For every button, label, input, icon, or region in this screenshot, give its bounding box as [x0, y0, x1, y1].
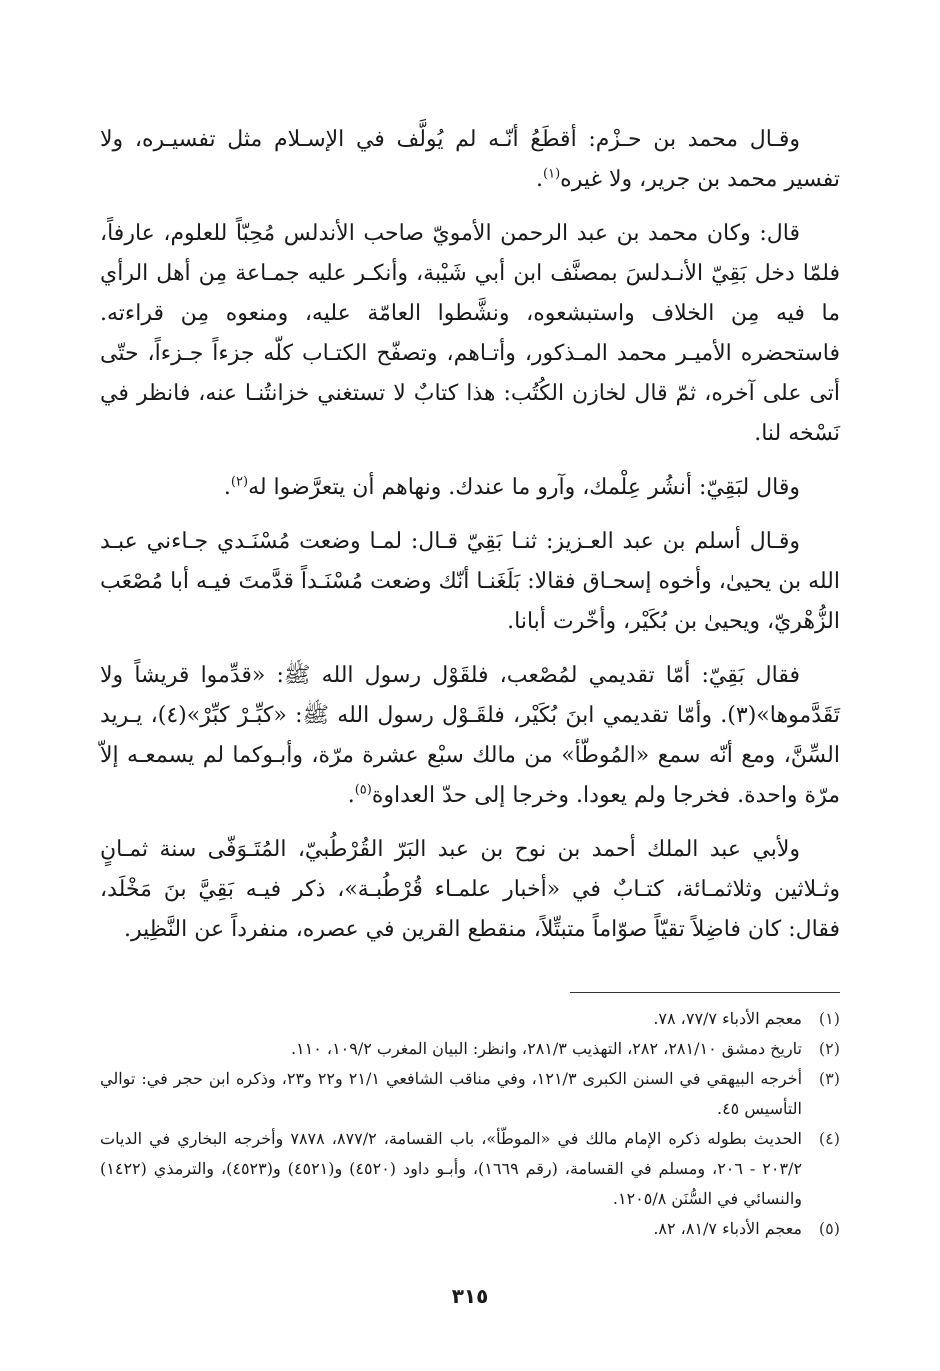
footnote-text: أخرجه البيهقي في السنن الكبرى ١٢١/٣، وفي مناقب الشافعي ٢١/١ و٢٢ و٢٣، وذكره ابن حجر في: توالي التأسيس ٤٥.	[100, 1069, 803, 1118]
footnote-4	[100, 1124, 840, 1214]
paragraph-2: قال: وكان محمد بن عبد الرحمن الأمويّ صاحب الأندلس مُحِبّاً للعلوم، عارفاً، فلمّا دخل بَقِيّ الأنـدلسَ بمصنَّف ابن أبي شَيْبة، وأنكـر عليه جمـاعة مِن أهل الرأي ما فيه مِن الخلاف واستبشعوه، ونشَّطوا العامّة عليه، ومنعوه مِن قراءته. فاستحضره الأميـر محمد المـذكور، وأتـاهم، وتصفّح الكتـاب كلّه جزءاً جـزءاً، حتّى أتى على آخره، ثمّ قال لخازن الكُتُب: هذا كتابٌ لا تستغني خزانتُنـا عنه، فانظر في نَسْخه لنا.	[100, 221, 840, 446]
footnote-1	[100, 1004, 840, 1034]
footnote-text: تاريخ دمشق ٢٨١/١٠، ٢٨٢، التهذيب ٢٨١/٣، وانظر: البيان المغرب ١٠٩/٢، ١١٠.	[290, 1039, 802, 1058]
footnote-2	[100, 1034, 840, 1064]
paragraph-3: وقال لبَقِيّ: أنشُر عِلْمك، وآرو ما عندك. ونهاهم أن يتعرَّضوا له$^{(٢)}$.	[223, 474, 800, 500]
footnotes	[100, 1004, 840, 1244]
footnote-number: (٤)	[818, 1129, 840, 1148]
footnote-ref: (٢)	[230, 474, 249, 490]
footnote-text: معجم الأدباء ٨١/٧، ٨٢.	[653, 1219, 802, 1238]
paragraph-5: فقال بَقِيّ: أمّا تقديمي لمُصْعب، فلقَوْل رسول الله ﷺ: «قدِّموا قريشاً ولا تَقَدَّموها»(٣). وأمّا تقديمي ابنَ بُكَيْر، فلقَـوْل رسول الله ﷺ: «كبِّـرْ كبِّرْ»(٤)، يـريد السِّنَّ، ومع أنّه سمع «المُوطّأ» من مالك سبْع عشرة مرّة، وأبـوكما لم يسمعـه إلاّ مرّة واحدة. فخرجا ولم يعودا. وخرجا إلى حدّ العداوة$^{(٥)}$.	[100, 663, 841, 808]
footnote-number: (١)	[818, 1009, 840, 1028]
footnote-ref: (١)	[543, 166, 561, 182]
footnote-text: الحديث بطوله ذكره الإمام مالك في «الموطّأ»، باب القسامة، ٨٧٧/٢، ٧٨٧٨ وأخرجه البخاري في الديات ٢٠٣/٢ - ٢٠٦، ومسلم في القسامة، (رقم ١٦٦٩)، وأبـو داود (٤٥٢٠) و(٤٥٢١) و(٤٥٢٣)، والترمذي (١٤٢٢) والنسائي في السُّنَن ١٢٠٥/٨.	[100, 1129, 803, 1208]
main-text	[100, 120, 840, 964]
paragraph-6: ولأبي عبد الملك أحمد بن نوح بن عبد البَرّ القُرْطُبيّ، المُتَـوَفّى سنة ثمـانٍ وثـلاثين وثلاثمـائة، كتـابٌ في «أخبار علمـاء قُرْطُبـة»، ذكر فيـه بَقِيَّ بنَ مَخْلَد، فقال: كان فاضِلاً تقيّاً صوّاماً متبتِّلاً، منقطع القرين في عصره، منفرداً عن النَّظِير.	[100, 837, 840, 942]
footnote-number: (٢)	[818, 1039, 840, 1058]
footnote-5	[100, 1214, 840, 1244]
footnote-3	[100, 1064, 840, 1124]
footnote-ref: (٥)	[354, 782, 372, 798]
paragraph-1: وقـال محمد بن حـزْم: أقطَعُ أنّـه لم يُولَّف في الإسـلام مثل تفسيـره، ولا تفسير محمد بن جرير، ولا غيره$^{(١)}$.	[100, 127, 840, 192]
footnote-divider	[570, 992, 840, 993]
page-number: ٣١٥	[451, 1284, 489, 1308]
footnote-number: (٥)	[818, 1219, 840, 1238]
footnote-text: معجم الأدباء ٧٧/٧، ٧٨.	[653, 1009, 802, 1028]
paragraph-4: وقـال أسلم بن عبد العـزيز: ثنـا بَقِيّ قـال: لمـا وضعت مُسْنَـدي جـاءني عبـد الله بن يحيىٰ، وأخوه إسحـاق فقالا: بَلَغَنـا أنّك وضعت مُسْنَـداً قدَّمتَ فيـه أبا مُصْعَب الزُّهْريّ، ويحيىٰ بن بُكَيْر، وأخّرت أبانا.	[100, 529, 840, 634]
footnote-number: (٣)	[818, 1069, 840, 1088]
